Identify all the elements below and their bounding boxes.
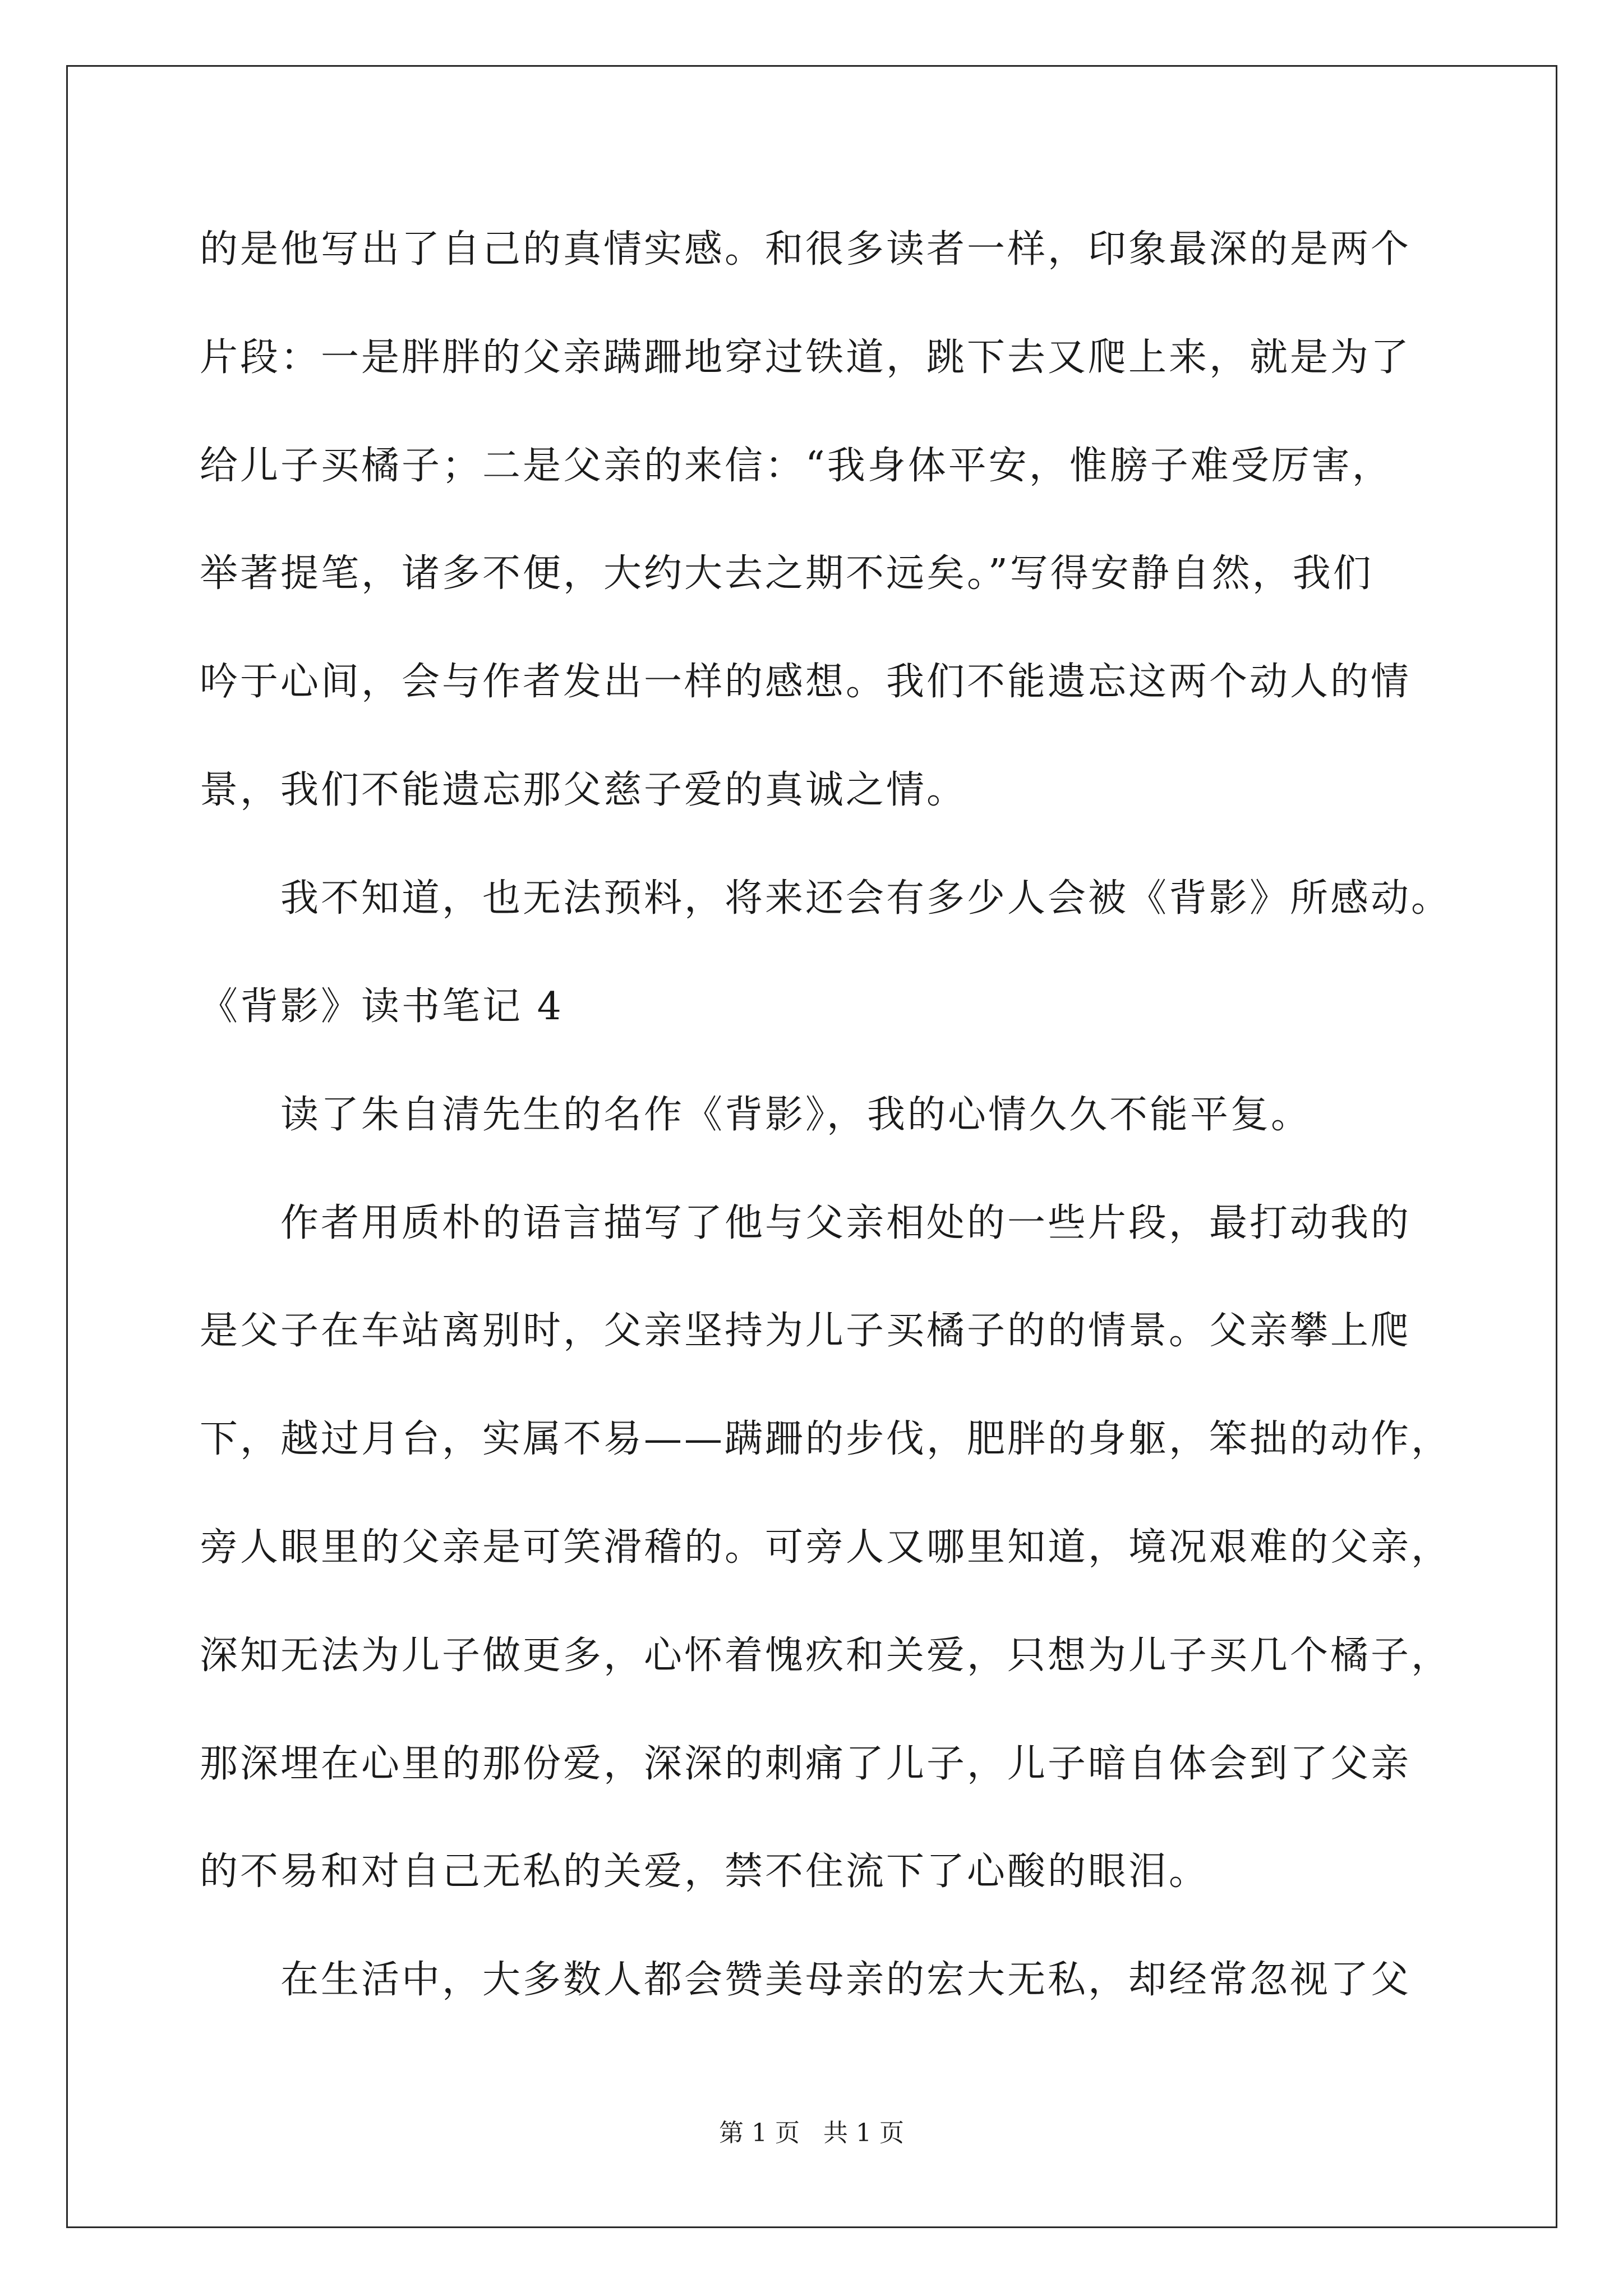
text-line: 举著提笔，诸多不便，大约大去之期不远矣。”写得安静自然，我们 <box>200 551 1373 596</box>
text-line: 那深埋在心里的那份爱，深深的刺痛了儿子，儿子暗自体会到了父亲 <box>200 1742 1412 1786</box>
text-line: 旁人眼里的父亲是可笑滑稽的。可旁人又哪里知道，境况艰难的父亲， <box>200 1525 1452 1570</box>
text-line: 是父子在车站离别时，父亲坚持为儿子买橘子的的情景。父亲攀上爬 <box>200 1309 1412 1353</box>
text-line: 我不知道，也无法预料，将来还会有多少人会被《背影》所感动。 <box>280 876 1452 921</box>
text-line: 吟于心间，会与作者发出一样的感想。我们不能遗忘这两个动人的情 <box>200 660 1412 704</box>
text-line: 给儿子买橘子；二是父亲的来信：“我身体平安，惟膀子难受厉害， <box>200 444 1393 488</box>
page-footer: 第 1 页 共 1 页 <box>719 2119 904 2147</box>
page-border <box>66 65 1557 2228</box>
text-line: 的是他写出了自己的真情实感。和很多读者一样，印象最深的是两个 <box>200 227 1412 272</box>
text-line: 在生活中，大多数人都会赞美母亲的宏大无私，却经常忽视了父 <box>280 1958 1412 2002</box>
text-line: 的不易和对自己无私的关爱，禁不住流下了心酸的眼泪。 <box>200 1849 1210 1894</box>
text-line: 下，越过月台，实属不易——蹒跚的步伐，肥胖的身躯，笨拙的动作， <box>200 1417 1452 1461</box>
text-line: 读了朱自清先生的名作《背影》，我的心情久久不能平复。 <box>280 1093 1312 1137</box>
text-line: 作者用质朴的语言描写了他与父亲相处的一些片段，最打动我的 <box>280 1201 1412 1245</box>
section-heading: 《背影》读书笔记 4 <box>200 984 564 1029</box>
text-line: 深知无法为儿子做更多，心怀着愧疚和关爱，只想为儿子买几个橘子， <box>200 1634 1452 1678</box>
text-line: 片段：一是胖胖的父亲蹒跚地穿过铁道，跳下去又爬上来，就是为了 <box>200 335 1412 380</box>
text-line: 景，我们不能遗忘那父慈子爱的真诚之情。 <box>200 768 967 812</box>
